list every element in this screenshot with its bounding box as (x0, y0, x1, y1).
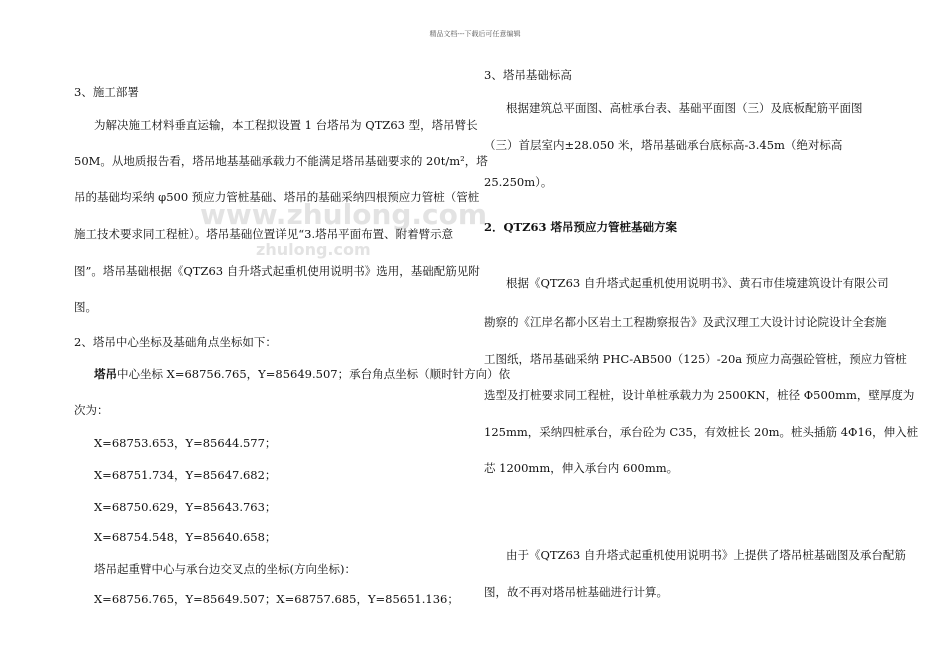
paragraph-line: 施工技术要求同工程桩）。塔吊基础位置详见“3.塔吊平面布置、附着臂示意 (74, 227, 454, 241)
paragraph-line: 50M。从地质报告看，塔吊地基基础承载力不能满足塔吊基础要求的 20t/m²，塔 (74, 154, 488, 168)
corner-coordinate: X=68750.629，Y=85643.763； (94, 500, 277, 514)
paragraph-line: 根据《QTZ63 自升塔式起重机使用说明书》、黄石市佳境建筑设计有限公司 (506, 276, 889, 290)
paragraph-line: 为解决施工材料垂直运输，本工程拟设置 1 台塔吊为 QTZ63 型，塔吊臂长 (94, 118, 478, 132)
page-header: 精品文档---下载后可任意编辑 (429, 30, 521, 38)
corner-coordinate: X=68751.734，Y=85647.682； (94, 468, 277, 482)
arm-coordinates: X=68756.765，Y=85649.507；X=68757.685，Y=85651.136； (94, 592, 459, 606)
paragraph-line: 选型及打桩要求同工程桩，设计单桩承载力为 2500KN，桩径 Φ500mm，壁厚度为 (484, 388, 915, 402)
paragraph-line: 25.250m）。 (484, 175, 553, 189)
paragraph-line: 工图纸，塔吊基础采纳 PHC-AB500（125）-20a 预应力高强砼管桩，预应力管桩 (484, 352, 907, 366)
paragraph-line: 图”。塔吊基础根据《QTZ63 自升塔式起重机使用说明书》选用，基础配筋见附 (74, 264, 480, 278)
center-coordinate-text: 中心坐标 X=68756.765，Y=85649.507；承台角点坐标（顺时针方向）依 (117, 367, 511, 381)
paragraph-line: 125mm，采纳四桩承台，承台砼为 C35，有效桩长 20m。桩头插筋 4Φ16，伸入桩 (484, 425, 919, 439)
paragraph-line: 图，故不再对塔吊桩基础进行计算。 (484, 585, 668, 599)
corner-coordinate: X=68754.548，Y=85640.658； (94, 530, 277, 544)
center-coordinate-line (94, 367, 510, 381)
paragraph-line: 芯 1200mm，伸入承台内 600mm。 (484, 461, 679, 475)
watermark-main: www.zhulong.com (200, 198, 488, 231)
paragraph-line: 次为： (74, 403, 109, 417)
paragraph-line: 图。 (74, 300, 97, 314)
paragraph-line: （三）首层室内±28.050 米，塔吊基础承台底标高-3.45m（绝对标高 (484, 138, 843, 152)
section-title: 3、施工部署 (74, 85, 139, 99)
bold-term: 塔吊 (94, 367, 117, 381)
arm-coordinate-label: 塔吊起重臂中心与承台边交叉点的坐标(方向坐标)： (94, 562, 356, 576)
corner-coordinate: X=68753.653，Y=85644.577； (94, 436, 277, 450)
watermark-sub: zhulong.com (256, 240, 371, 259)
section-title: 2．QTZ63 塔吊预应力管桩基础方案 (484, 220, 677, 234)
section-title: 2、塔吊中心坐标及基础角点坐标如下： (74, 335, 277, 349)
section-title: 3、塔吊基础标高 (484, 68, 572, 82)
paragraph-line: 勘察的《江岸名都小区岩土工程勘察报告》及武汉理工大设计讨论院设计全套施 (484, 315, 887, 329)
paragraph-line: 吊的基础均采纳 φ500 预应力管桩基础、塔吊的基础采纳四根预应力管桩（管桩 (74, 190, 480, 204)
paragraph-line: 根据建筑总平面图、高桩承台表、基础平面图（三）及底板配筋平面图 (506, 101, 863, 115)
paragraph-line: 由于《QTZ63 自升塔式起重机使用说明书》上提供了塔吊桩基础图及承台配筋 (506, 548, 906, 562)
